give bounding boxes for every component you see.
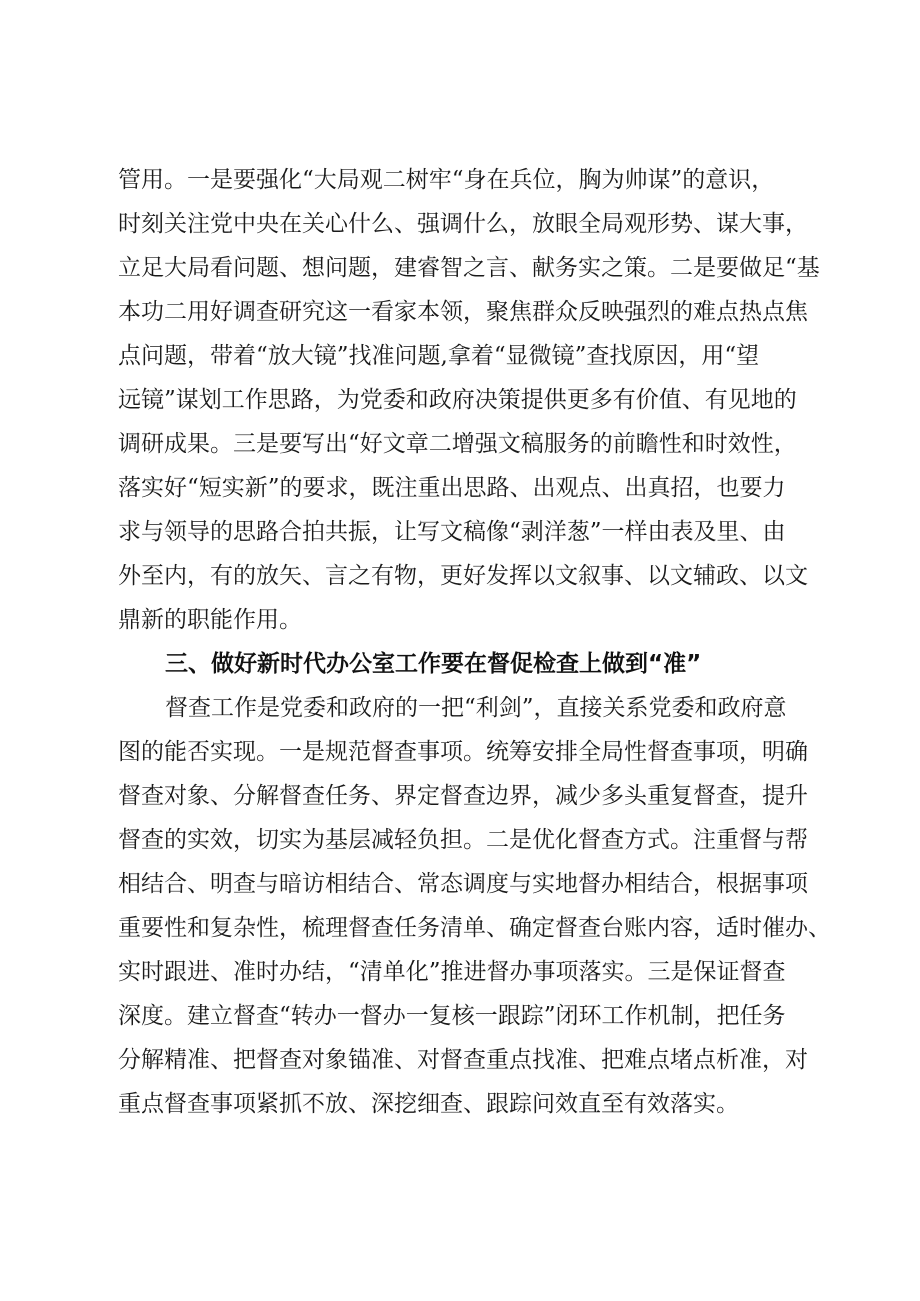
- paragraph-1-line-2: 时刻关注党中央在关心什么、强调什么，放眼全局观形势、谋大事，: [118, 211, 808, 237]
- paragraph-1-line-3: 立足大局看问题、想问题，建睿智之言、献务实之策。二是要做足“基: [118, 255, 820, 281]
- paragraph-2-line-6: 重要性和复杂性，梳理督查任务清单、确定督查台账内容，适时催办、: [118, 915, 831, 941]
- paragraph-2-line-8: 深度。建立督查“转办一督办一复核一跟踪”闭环工作机制，把任务: [118, 1003, 786, 1029]
- paragraph-2-line-9: 分解精准、把督查对象锚准、对督查重点找准、把难点堵点析准，对: [118, 1047, 808, 1073]
- paragraph-1-line-7: 调研成果。三是要写出“好文章二增强文稿服务的前瞻性和时效性，: [118, 431, 797, 457]
- paragraph-2-line-5: 相结合、明查与暗访相结合、常态调度与实地督办相结合，根据事项: [118, 871, 808, 897]
- paragraph-1-line-11: 鼎新的职能作用。: [118, 607, 302, 633]
- paragraph-1-line-5: 点问题，带着“放大镜”找准问题,拿着“显微镜”查找原因，用“望: [118, 343, 760, 369]
- paragraph-1-line-8: 落实好“短实新”的要求，既注重出思路、出观点、出真招，也要力: [118, 475, 786, 501]
- paragraph-1-line-1: 管用。一是要强化“大局观二树牢“身在兵位，胸为帅谋”的意识，: [118, 167, 775, 193]
- paragraph-2-line-4: 督查的实效，切实为基层减轻负担。二是优化督查方式。注重督与帮: [118, 827, 808, 853]
- paragraph-2-line-2: 图的能否实现。一是规范督查事项。统筹安排全局性督查事项，明确: [118, 739, 808, 765]
- paragraph-2-line-7: 实时跟进、准时办结，“清单化”推进督办事项落实。三是保证督查: [118, 959, 786, 985]
- paragraph-1-line-10: 外至内，有的放矢、言之有物，更好发挥以文叙事、以文辅政、以文: [118, 563, 808, 589]
- paragraph-2-line-3: 督查对象、分解督查任务、界定督查边界，减少多头重复督查，提升: [118, 783, 808, 809]
- paragraph-2-line-10: 重点督查事项紧抓不放、深挖细查、跟踪问效直至有效落实。: [118, 1091, 739, 1117]
- paragraph-1-line-4: 本功二用好调查研究这一看家本领，聚焦群众反映强烈的难点热点焦: [118, 299, 808, 325]
- paragraph-1-line-9: 求与领导的思路合拍共振，让写文稿像“剥洋葱”一样由表及里、由: [118, 519, 786, 545]
- paragraph-2-line-1: 督查工作是党委和政府的一把“利剑”，直接关系党委和政府意: [165, 695, 787, 721]
- paragraph-1-line-6: 远镜”谋划工作思路，为党委和政府决策提供更多有价值、有见地的: [118, 387, 797, 413]
- section-heading: 三、做好新时代办公室工作要在督促检查上做到“准”: [165, 651, 702, 677]
